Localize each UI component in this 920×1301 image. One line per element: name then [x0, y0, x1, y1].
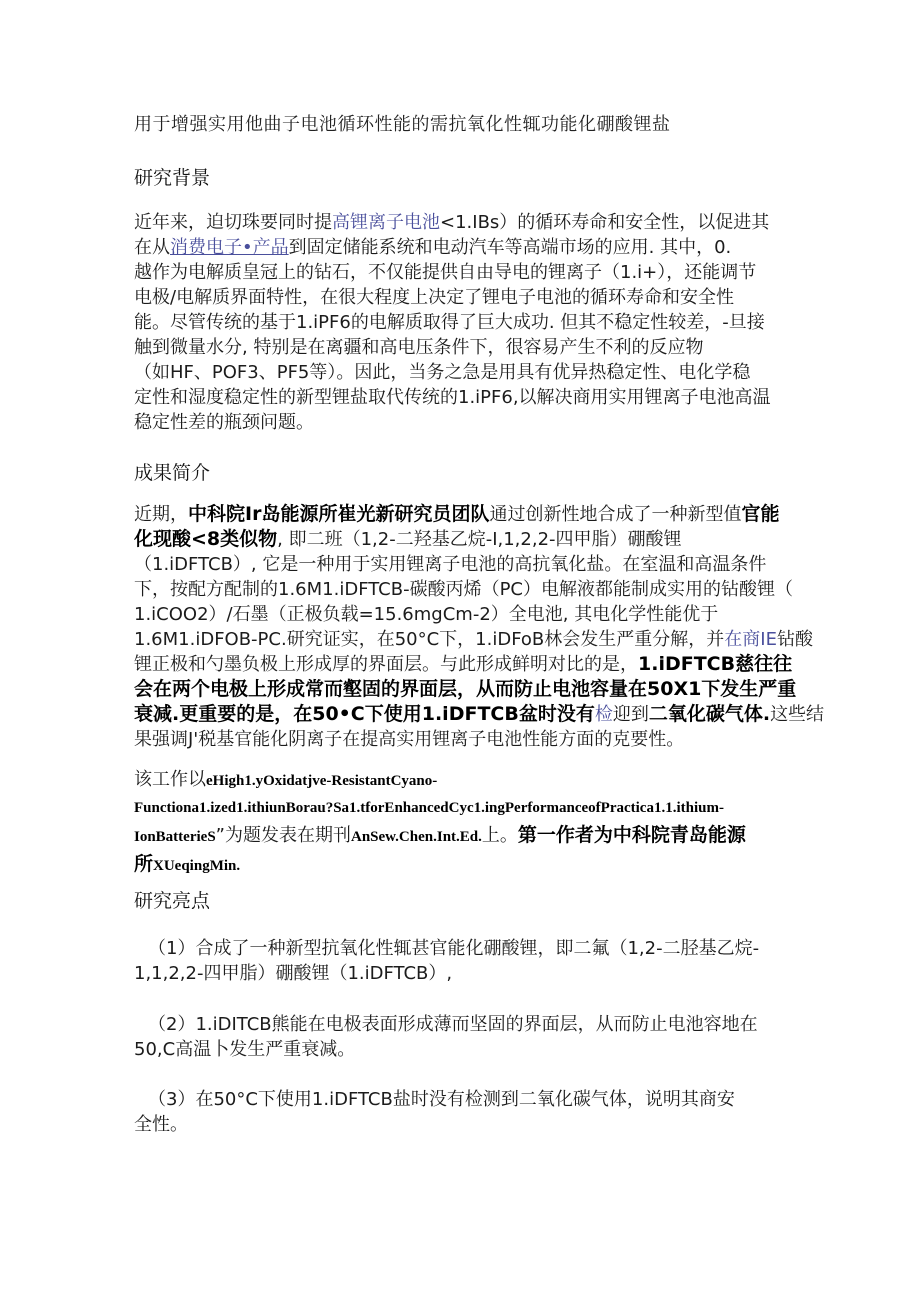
results-line: 会在两个电极上形成常而壑固的界面层，从而防止电池容量在50X1下发生严重: [134, 678, 797, 700]
results-line: 下，按配方配制的1.6M1.iDFTCB-碳酸丙烯（PC）电解液都能制成实用的钻酸锂（: [134, 579, 794, 600]
results-line: [134, 652, 793, 677]
results-line: 果强调J'税基官能化阴离子在提高实用锂离子电池性能方面的克要性。: [134, 729, 685, 750]
text-span: 到固定储能系统和电动汽车等高端市场的应用. 其中，0.: [288, 237, 732, 258]
text-span: 化现酸<8类似物: [134, 528, 278, 550]
background-line: [134, 235, 784, 260]
highlight-item: [134, 1012, 784, 1062]
text-span: 在从: [134, 237, 170, 258]
text-span: 近期，: [134, 504, 188, 525]
text-span: 锂正极和勺墨负极上形成厚的界面层。与此形成鲜明对比的是，: [134, 654, 638, 675]
section-heading-background: 研究背景: [134, 167, 211, 189]
publication-line: [134, 822, 784, 851]
results-line: 1.iCOO2）/石墨（正极负载=15.6mgCm-2）全电池, 其电化学性能优于: [134, 604, 719, 625]
text-span: 1.6M1.iDFOB-PC.研究证实，在50°C下，1.iDFoB林会发生严重分解，并: [134, 629, 725, 650]
section-heading-results: 成果简介: [134, 462, 211, 484]
text-span: , 即二班（1,2-二羟基乙烷-I,1,2,2-四甲脂）硼酸锂: [277, 529, 682, 550]
text-span: 迎到: [612, 704, 649, 725]
text-span: ”为题发表在期刊: [215, 825, 351, 846]
text-span: 钻酸: [776, 629, 813, 650]
results-line: [134, 502, 784, 527]
background-line: 定性和湿度稳定性的新型锂盐取代传统的1.iPF6,以解决商用实用锂离子电池高温: [134, 387, 771, 408]
text-span: 衰减.更重要的是，在50•C下使用1.iDFTCB盆时没有: [134, 703, 595, 725]
text-span: 上。: [481, 825, 518, 846]
results-line: （1.iDFTCB）, 它是一种用于实用锂离子电池的高抗氧化盐。在室温和高温条件: [134, 554, 767, 575]
highlight-item: [134, 936, 784, 986]
section-heading-highlights: 研究亮点: [134, 890, 211, 912]
text-span: <1.IBs）的循环寿命和安全性，以促进其: [440, 212, 770, 233]
paper-title: eHigh1.yOxidatjve-ResistantCyano-: [206, 773, 438, 789]
highlight-line: 全性。: [134, 1114, 188, 1135]
text-span: 近年来，迫切珠要同时提: [134, 212, 332, 233]
results-line: [134, 702, 825, 727]
publication-paragraph: [134, 766, 784, 880]
text-span: 第一作者为中科院青岛能源: [517, 824, 746, 846]
highlight-line: 50,C高温卜发生严重衰减。: [134, 1039, 356, 1060]
background-paragraph: [134, 210, 784, 435]
background-line: 能。尽管传统的基于1.iPF6的电解质取得了巨大成功. 但其不稳定性较差，-旦接: [134, 312, 765, 333]
background-line: 触到微量水分, 特别是在离疆和高电压条件下，很容易产生不利的反应物: [134, 337, 704, 358]
author-name: XUeqingMin.: [153, 858, 241, 874]
text-span: 所: [134, 853, 154, 875]
link-commercial[interactable]: 在商IE: [724, 629, 777, 650]
text-span: 这些结: [770, 704, 825, 725]
background-line: （如HF、POF3、PF5等）。因此，当务之急是用具有优异热稳定性、电化学稳: [134, 362, 751, 383]
text-span: 二氧化碳气体.: [648, 703, 771, 725]
publication-line: [134, 766, 784, 795]
text-span: 1.iDFTCB慈往往: [638, 653, 793, 675]
highlight-item: [134, 1087, 784, 1137]
link-detect[interactable]: 检: [594, 704, 613, 725]
text-span: 通过创新性地合成了一种新型值: [489, 504, 742, 525]
highlight-line: （2）1.iDITCB熊能在电极表面形成薄而坚固的界面层，从而防止电池容地在: [148, 1014, 758, 1035]
link-lithium-battery[interactable]: 高锂离子电池: [332, 212, 440, 233]
journal-name: AnSew.Chen.Int.Ed.: [351, 829, 482, 845]
background-line: [134, 210, 784, 235]
results-paragraph: [134, 502, 825, 752]
publication-line: Functiona1.ized1.ithiunBorau?Sa1.tforEnhancedCyc1.ingPerformanceofPractica1.1.ithium-: [134, 800, 724, 816]
paper-title: IonBatterieS: [134, 829, 216, 845]
results-line: [134, 627, 813, 652]
highlight-line: （1）合成了一种新型抗氧化性辄甚官能化硼酸锂，即二氟（1,2-二胫基乙烷-: [148, 938, 760, 959]
publication-line: [134, 851, 784, 880]
link-consumer-electronics[interactable]: 消费电子•产品: [170, 237, 289, 258]
highlight-line: 1,1,2,2-四甲脂）硼酸锂（1.iDFTCB）,: [134, 963, 453, 984]
team-name: 中科院Ir岛能源所崔光新研究员团队: [188, 503, 490, 525]
text-span: 该工作以: [134, 769, 206, 790]
highlight-line: （3）在50°C下使用1.iDFTCB盐时没有检测到二氧化碳气体，说明其商安: [148, 1089, 735, 1110]
page-title: 用于增强实用他曲子电池循环性能的需抗氧化性辄功能化硼酸锂盐: [134, 114, 671, 135]
text-span: 官能: [741, 503, 780, 525]
background-line: 越作为电解质皇冠上的钻石，不仅能提供自由导电的锂离子（1.i+），还能调节: [134, 262, 757, 283]
background-line: 电极/电解质界面特性，在很大程度上决定了锂电子电池的循环寿命和安全性: [134, 287, 735, 308]
background-line: 稳定性差的瓶颈问题。: [134, 412, 314, 433]
results-line: [134, 527, 784, 552]
